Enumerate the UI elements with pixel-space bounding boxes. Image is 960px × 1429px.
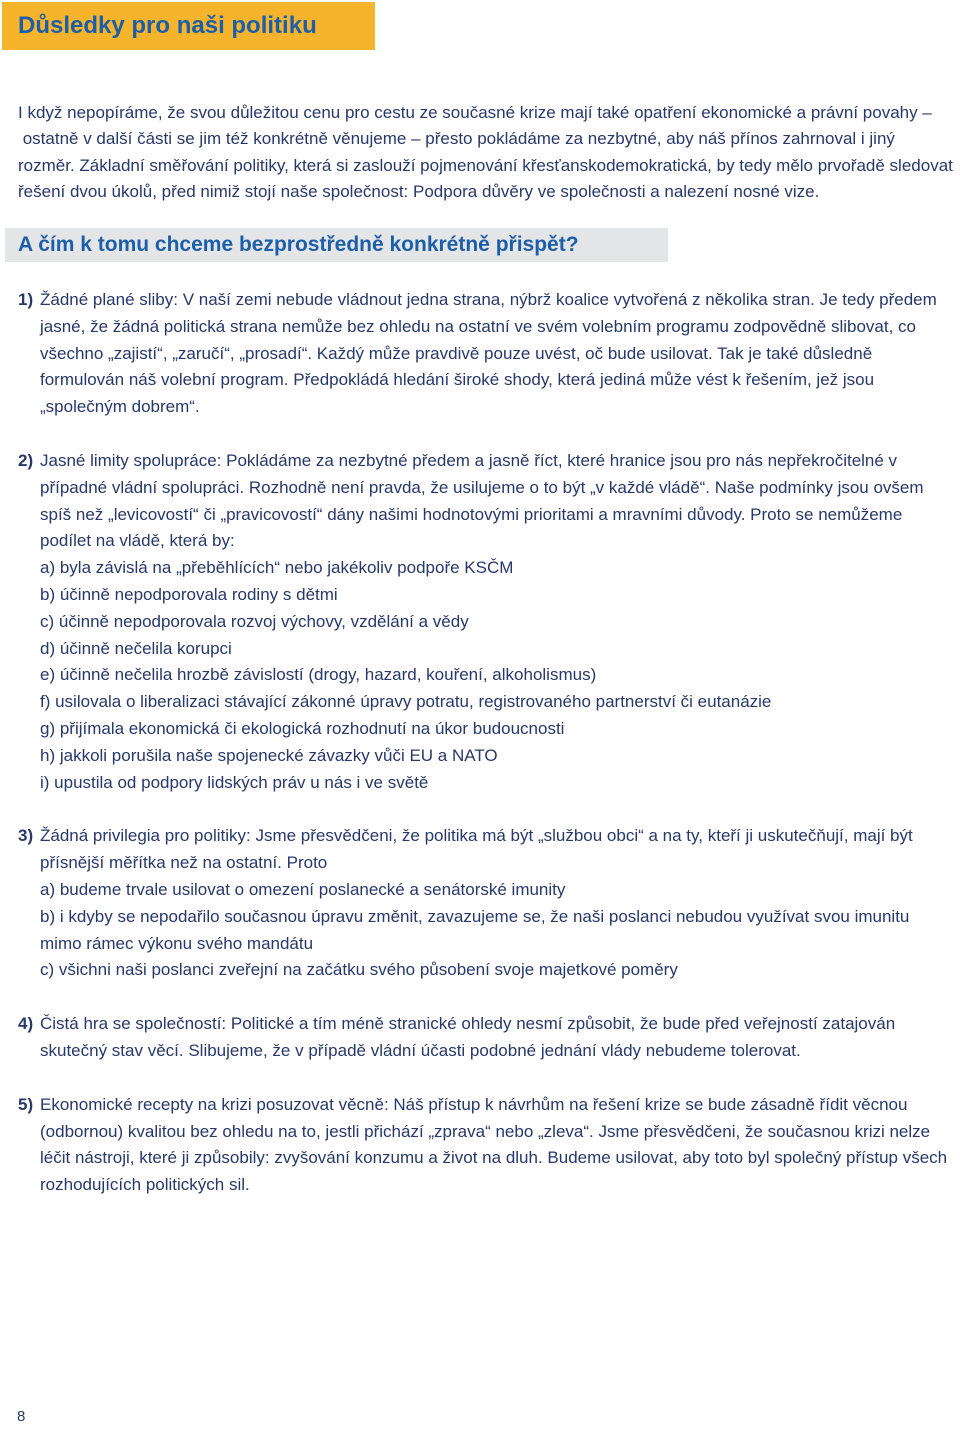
subheading-box xyxy=(5,228,668,262)
item-text: Žádné plané sliby: V naší zemi nebude vládnout jedna strana, nýbrž koalice vytvořená z několika stran. Je tedy předem jasné, že žádná politická strana nemůže bez ohledu na ostatní ve svém volebním programu zodpovědně slibovat, co všechno „zajistí“, „zaručí“, „prosadí“. Každý může pravdivě pouze uvést, oč bude usilovat. Tak je také důsledně formulován náš volební program. Předpokládá hledání široké shody, která jediná může vést k řešením, jež jsou „společným dobrem“. xyxy=(40,290,937,417)
item-number: 2) xyxy=(18,450,34,470)
list-item-4 xyxy=(18,1011,954,1065)
sub-item: a) byla závislá na „přeběhlících“ nebo jakékoliv podpoře KSČM xyxy=(40,558,514,578)
subheading: A čím k tomu chceme bezprostředně konkrétně přispět? xyxy=(18,233,579,256)
sub-item: f) usilovala o liberalizaci stávající zákonné úpravy potratu, registrovaného partnerství či eutanázie xyxy=(40,692,772,712)
item-text: Jasné limity spolupráce: Pokládáme za nezbytné předem a jasně říct, které hranice jsou pro nás nepřekročitelné v případné vládní spolupráci. Rozhodně není pravda, že usilujeme o to být „v každé vládě“. Naše podmínky jsou ovšem spíš než „levicovostí“ či „pravicovostí“ dány našimi hodnotovými prioritami a mravními důvody. Proto se nemůžeme podílet na vládě, která by: xyxy=(40,450,924,551)
sub-item: d) účinně nečelila korupci xyxy=(40,638,232,658)
numbered-list xyxy=(18,287,954,1226)
sub-item: h) jakkoli porušila naše spojenecké závazky vůči EU a NATO xyxy=(40,745,498,765)
intro-paragraph: I když nepopíráme, že svou důležitou cenu pro cestu ze současné krize mají také opatření ekonomické a právní povahy – ostatně v další části se jim též konkrétně věnujeme – přesto pokládáme za nezbytné, aby náš přínos zahrnoval i jiný rozměr. Základní směřování politiky, která si zaslouží pojmenování křesťanskodemokratická, by tedy mělo prvořadě sledovat řešení dvou úkolů, před nimiž stojí naše společnost: Podpora důvěry ve společnosti a nalezení nosné vize. xyxy=(18,103,953,202)
item-number: 1) xyxy=(18,290,34,309)
page-title: Důsledky pro naši politiku xyxy=(18,12,317,39)
list-item-5 xyxy=(18,1092,954,1199)
list-item-2 xyxy=(18,448,954,796)
item-number: 5) xyxy=(18,1094,34,1114)
sub-item: i) upustila od podpory lidských práv u nás i ve světě xyxy=(40,772,429,792)
item-number: 4) xyxy=(18,1014,34,1034)
list-item-1 xyxy=(18,287,954,421)
sub-item: b) i kdyby se nepodařilo současnou úpravu změnit, zavazujeme se, že naši poslanci nebudou využívat svou imunitu mimo rámec výkonu svého mandátu xyxy=(40,906,910,953)
sub-item: e) účinně nečelila hrozbě závislostí (drogy, hazard, kouření, alkoholismus) xyxy=(40,665,597,685)
sub-item: g) přijímala ekonomická či ekologická rozhodnutí na úkor budoucnosti xyxy=(40,718,565,738)
item-text: Ekonomické recepty na krizi posuzovat věcně: Náš přístup k návrhům na řešení krize se bude zásadně řídit věcnou (odbornou) kvalitou bez ohledu na to, jestli přichází „zprava“ nebo „zleva“. Jsme přesvědčeni, že současnou krizi nelze léčit nástroji, které ji způsobily: zvyšování konzumu a život na dluh. Budeme usilovat, aby toto byl společný přístup všech rozhodujících politických sil. xyxy=(40,1094,948,1195)
item-text: Žádná privilegia pro politiky: Jsme přesvědčeni, že politika má být „službou obci“ a na ty, kteří ji uskutečňují, mají být přísnější měřítka než na ostatní. Proto xyxy=(40,826,913,873)
item-text: Čistá hra se společností: Politické a tím méně stranické ohledy nesmí způsobit, že bude před veřejností zatajován skutečný stav věcí. Slibujeme, že v případě vládní účasti podobné jednání vlády nebudeme tolerovat. xyxy=(40,1014,896,1060)
title-banner xyxy=(2,2,375,50)
sub-item: a) budeme trvale usilovat o omezení poslanecké a senátorské imunity xyxy=(40,879,566,899)
page-number: 8 xyxy=(17,1408,26,1425)
sub-item: c) všichni naši poslanci zveřejní na začátku svého působení svoje majetkové poměry xyxy=(40,960,678,980)
item-number: 3) xyxy=(18,826,34,846)
list-item-3 xyxy=(18,823,954,984)
sub-item: c) účinně nepodporovala rozvoj výchovy, vzdělání a vědy xyxy=(40,611,469,631)
sub-item: b) účinně nepodporovala rodiny s dětmi xyxy=(40,584,338,604)
